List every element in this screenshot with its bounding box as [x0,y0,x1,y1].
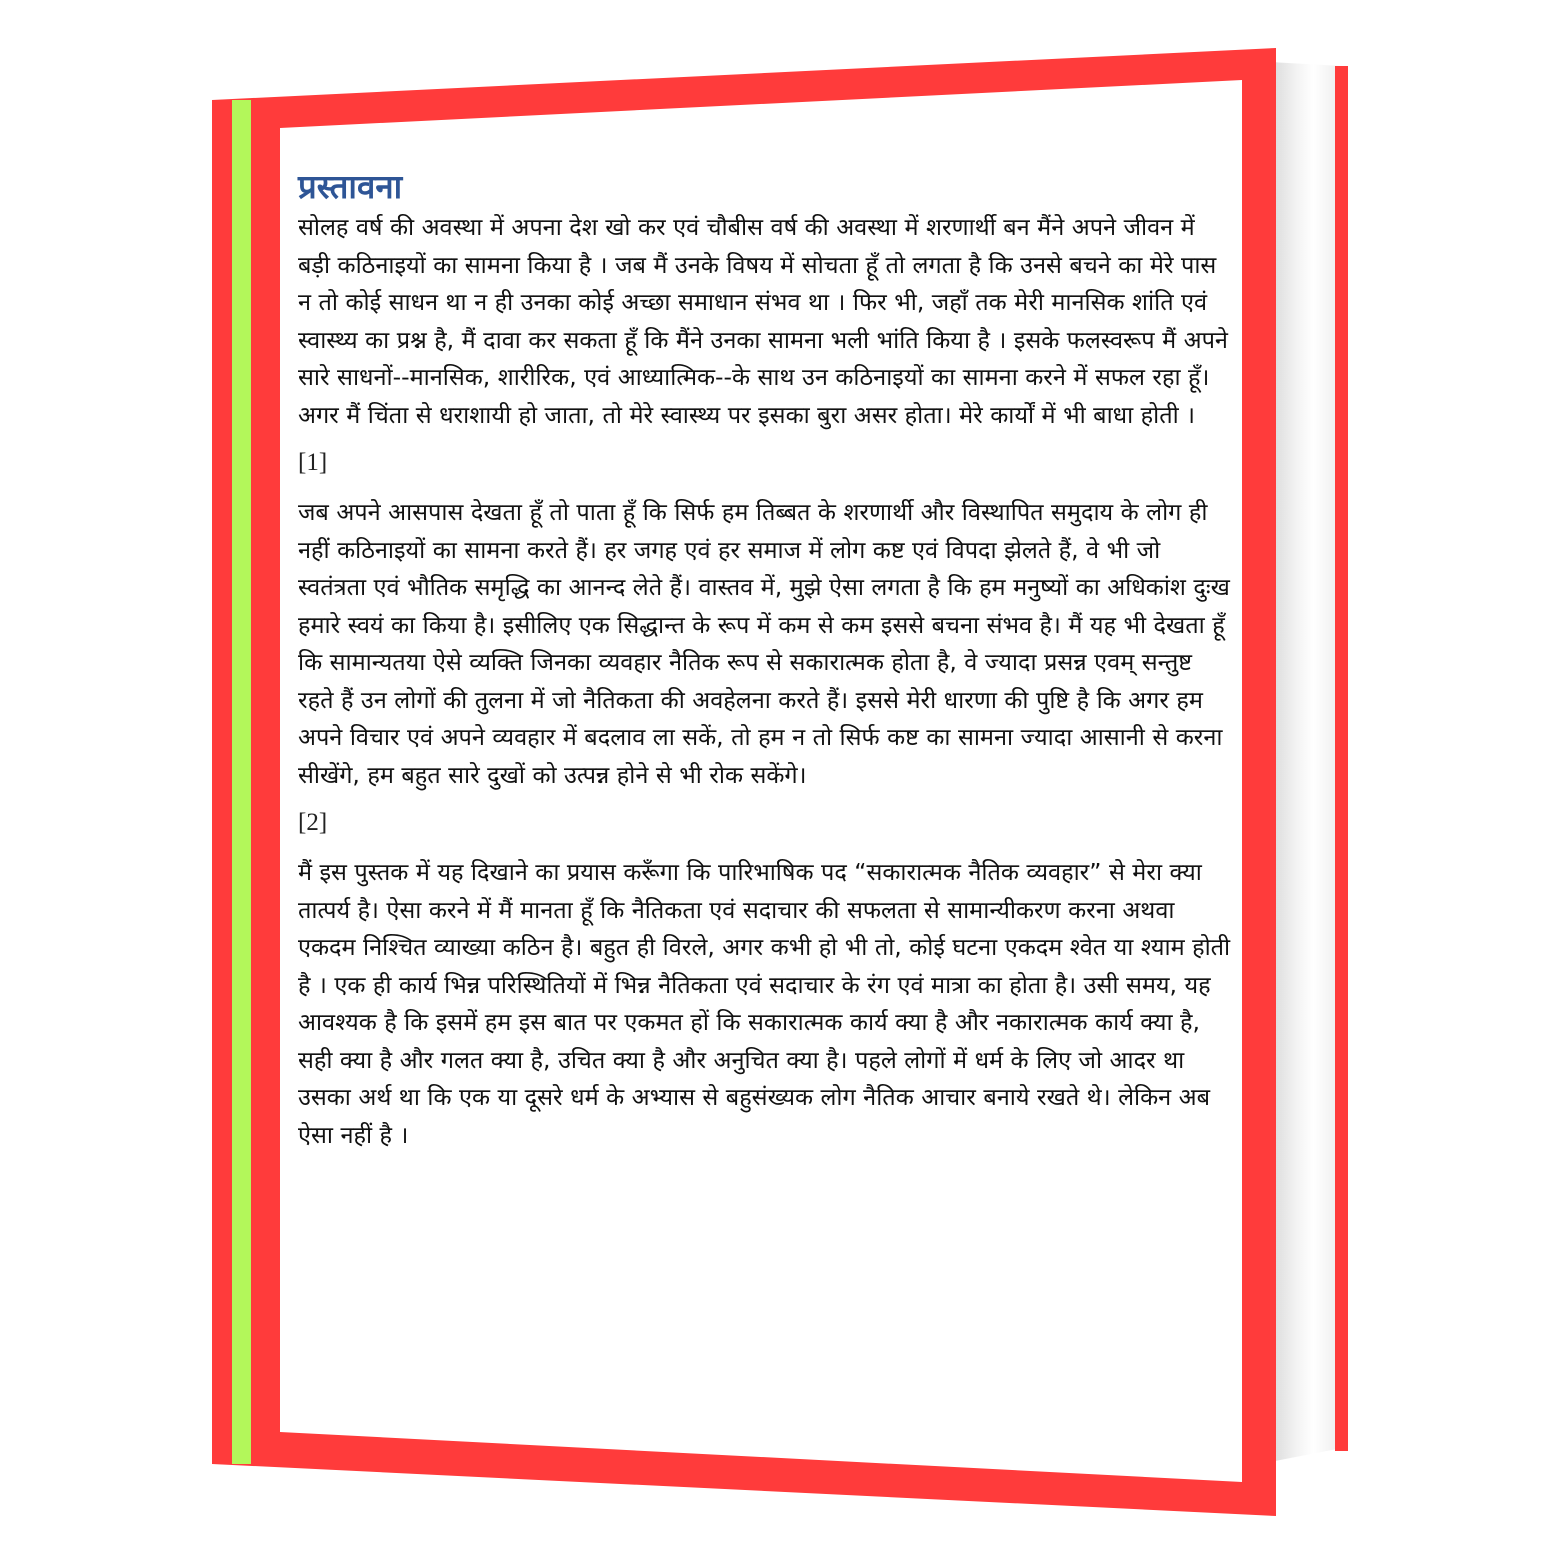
paragraph-3: मैं इस पुस्तक में यह दिखाने का प्रयास करूँगा कि पारिभाषिक पद “सकारात्मक नैतिक व्यवहार” से मेरा क्या तात्पर्य है। ऐसा करने में मैं मानता हूँ कि नैतिकता एवं सदाचार की सफलता से सामान्यीकरण करना अथवा एकदम निश्चित व्याख्या कठिन है। बहुत ही विरले, अगर कभी हो भी तो, कोई घटना एकदम श्वेत या श्याम होती है । एक ही कार्य भिन्न परिस्थितियों में भिन्न नैतिकता एवं सदाचार के रंग एवं मात्रा का होता है। उसी समय, यह आवश्यक है कि इसमें हम इस बात पर एकमत हों कि सकारात्मक कार्य क्या है और नकारात्मक कार्य क्या है, सही क्या है और गलत क्या है, उचित क्या है और अनुचित क्या है। पहले लोगों में धर्म के लिए जो आदर था उसका अर्थ था कि एक या दूसरे धर्म के अभ्यास से बहुसंख्यक लोग नैतिक आचार बनाये रखते थे। लेकिन अब ऐसा नहीं है । [298,858,1231,1149]
book-page-edges [1270,62,1342,1462]
page-title: प्रस्तावना [298,167,403,206]
footnote-marker-1: [1] [298,449,328,476]
paragraph-1: सोलह वर्ष की अवस्था में अपना देश खो कर एवं चौबीस वर्ष की अवस्था में शरणार्थी बन मैंने अपने जीवन में बड़ी कठिनाइयों का सामना किया है । जब मैं उनके विषय में सोचता हूँ तो लगता है कि उनसे बचने का मेरे पास न तो कोई साधन था न ही उनका कोई अच्छा समाधान संभव था । फिर भी, जहाँ तक मेरी मानसिक शांति एवं स्वास्थ्य का प्रश्न है, मैं दावा कर सकता हूँ कि मैंने उनका सामना भली भांति किया है । इसके फलस्वरूप मैं अपने सारे साधनों--मानसिक, शारीरिक, एवं आध्यात्मिक--के साथ उन कठिनाइयों का सामना करने में सफल रहा हूँ। अगर मैं चिंता से धराशायी हो जाता, तो मेरे स्वास्थ्य पर इसका बुरा असर होता। मेरे कार्यों में भी बाधा होती । [298,213,1228,429]
spine-stripe [232,100,251,1464]
footnote-marker-2: [2] [298,809,328,836]
paragraph-2: जब अपने आसपास देखता हूँ तो पाता हूँ कि सिर्फ हम तिब्बत के शरणार्थी और विस्थापित समुदाय के लोग ही नहीं कठिनाइयों का सामना करते हैं। हर जगह एवं हर समाज में लोग कष्ट एवं विपदा झेलते हैं, वे भी जो स्वतंत्रता एवं भौतिक समृद्धि का आनन्द लेते हैं। वास्तव में, मुझे ऐसा लगता है कि हम मनुष्यों का अधिकांश दुःख हमारे स्वयं का किया है। इसीलिए एक सिद्धान्त के रूप में कम से कम इससे बचना संभव है। मैं यह भी देखता हूँ कि सामान्यतया ऐसे व्यक्ति जिनका व्यवहार नैतिक रूप से सकारात्मक होता है, वे ज्यादा प्रसन्न एवम् सन्तुष्ट रहते हैं उन लोगों की तुलना में जो नैतिकता की अवहेलना करते हैं। इससे मेरी धारणा की पुष्टि है कि अगर हम अपने विचार एवं अपने व्यवहार में बदलाव ला सकें, तो हम न तो सिर्फ कष्ट का सामना ज्यादा आसानी से करना सीखेंगे, हम बहुत सारे दुखों को उत्पन्न होने से भी रोक सकेंगे। [298,498,1230,789]
back-cover-edge [1335,66,1348,1451]
page-content [298,165,1233,1154]
